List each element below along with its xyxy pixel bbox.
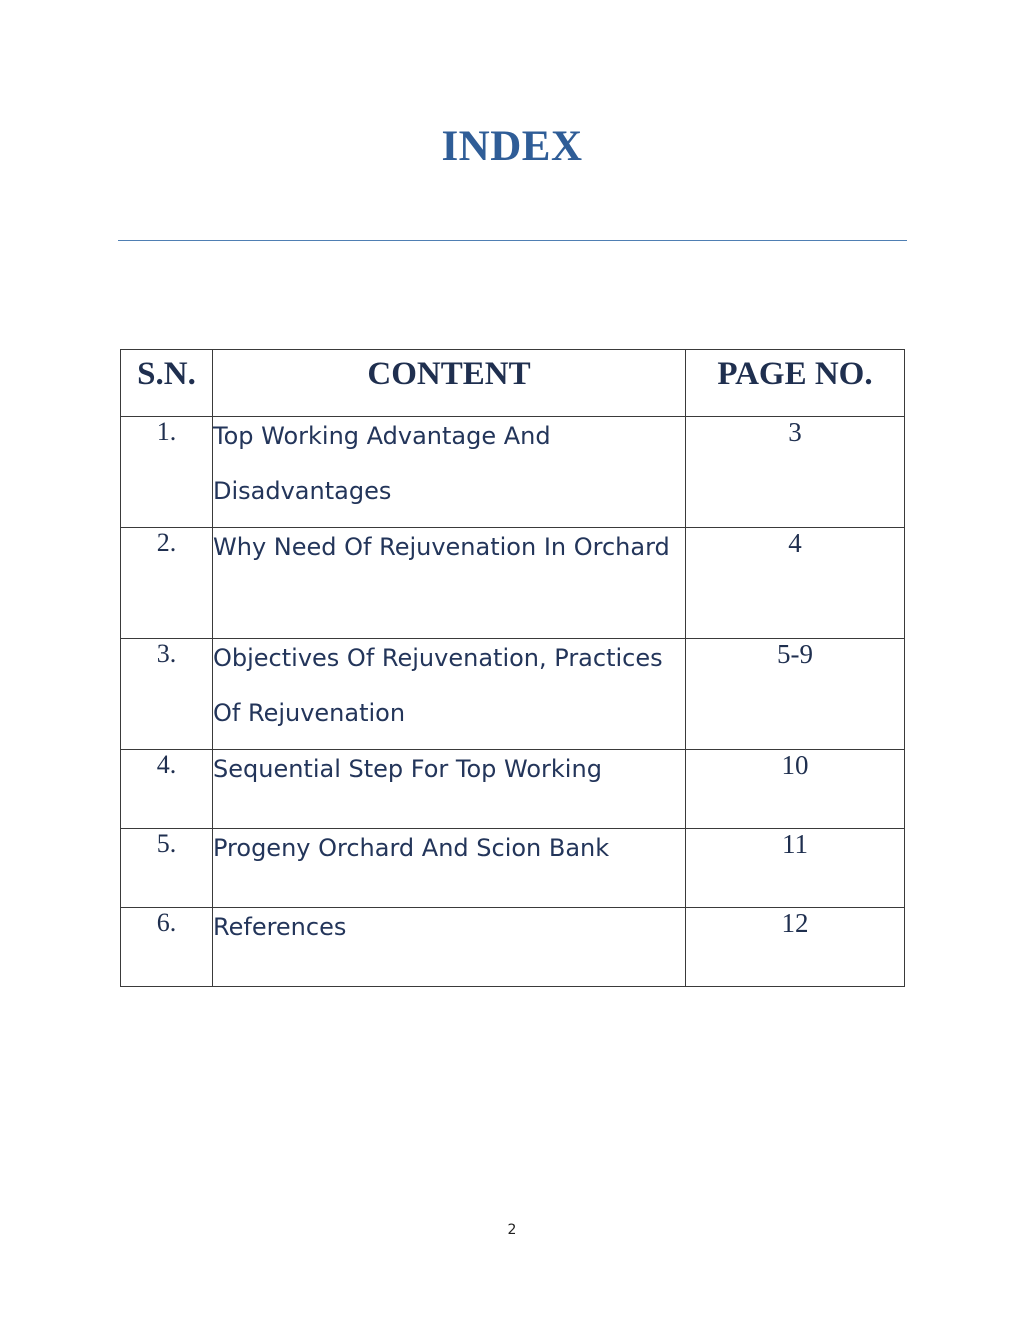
title-divider: [118, 240, 907, 241]
header-content: CONTENT: [213, 350, 686, 417]
table-row: [121, 829, 905, 908]
row-sn: 2.: [121, 528, 213, 639]
table-row: [121, 750, 905, 829]
row-content: [213, 528, 686, 639]
row-page-no: 3: [686, 417, 905, 528]
row-content-text: Top Working Advantage And Disadvantages: [213, 422, 551, 505]
header-sn: S.N.: [121, 350, 213, 417]
page-title: INDEX: [441, 123, 583, 170]
table-row: [121, 417, 905, 528]
row-sn: 1.: [121, 417, 213, 528]
row-content: [213, 908, 686, 987]
table-row: [121, 528, 905, 639]
row-sn: 3.: [121, 639, 213, 750]
page-number: 2: [507, 1222, 517, 1238]
row-content-text: Progeny Orchard And Scion Bank: [213, 834, 610, 862]
row-sn: 6.: [121, 908, 213, 987]
header-page-no: PAGE NO.: [686, 350, 905, 417]
row-content-text: Why Need Of Rejuvenation In Orchard: [213, 533, 670, 561]
row-content: [213, 829, 686, 908]
row-sn: 4.: [121, 750, 213, 829]
row-page-no: 5-9: [686, 639, 905, 750]
row-content-text: Sequential Step For Top Working: [213, 755, 602, 783]
row-content: [213, 750, 686, 829]
row-content-text: References: [213, 913, 347, 941]
table-header-row: [121, 350, 905, 417]
row-sn: 5.: [121, 829, 213, 908]
table-row: [121, 908, 905, 987]
row-content-text: Objectives Of Rejuvenation, Practices Of Rejuvenation: [213, 644, 663, 727]
row-content: [213, 417, 686, 528]
row-page-no: 4: [686, 528, 905, 639]
index-table: [120, 349, 905, 987]
row-page-no: 10: [686, 750, 905, 829]
row-page-no: 12: [686, 908, 905, 987]
table-row: [121, 639, 905, 750]
row-page-no: 11: [686, 829, 905, 908]
row-content: [213, 639, 686, 750]
